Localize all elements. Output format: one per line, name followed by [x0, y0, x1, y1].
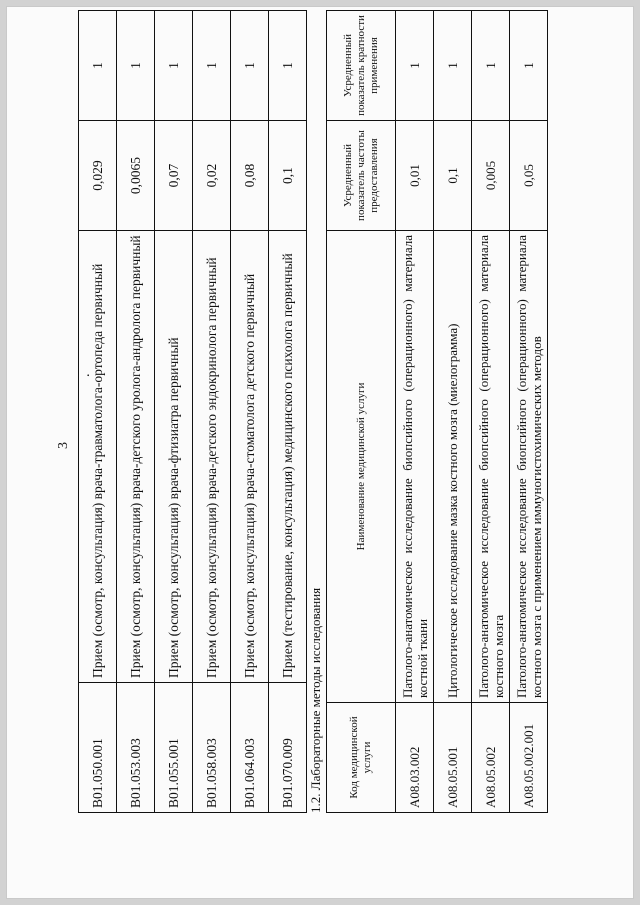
service-code: A08.03.002	[396, 703, 434, 813]
service-code: B01.058.003	[193, 683, 231, 813]
stray-dot: .	[78, 373, 93, 377]
service-code: B01.070.009	[269, 683, 307, 813]
page-number: 3	[56, 442, 71, 449]
multiplicity-value: 1	[231, 11, 269, 121]
table-row	[231, 11, 269, 813]
frequency-value: 0,01	[396, 121, 434, 231]
section-heading: 1.2. Лабораторные методы исследования	[308, 587, 323, 813]
column-header-name: Наименование медицинской услуги	[327, 231, 396, 703]
service-code: A08.05.002	[472, 703, 510, 813]
frequency-value: 0,02	[193, 121, 231, 231]
service-name: Прием (осмотр, консультация) врача-стоматолога детского первичный	[231, 231, 269, 683]
frequency-value: 0,05	[510, 121, 548, 231]
table-row	[472, 11, 510, 813]
column-header-frequency: Усредненный показатель частоты предоставления	[327, 121, 396, 231]
service-code: B01.050.001	[79, 683, 117, 813]
service-code: B01.064.003	[231, 683, 269, 813]
table-row	[434, 11, 472, 813]
table-row	[79, 11, 117, 813]
multiplicity-value: 1	[434, 11, 472, 121]
multiplicity-value: 1	[396, 11, 434, 121]
frequency-value: 0,07	[155, 121, 193, 231]
rotated-page-content	[18, 15, 628, 899]
frequency-value: 0,08	[231, 121, 269, 231]
multiplicity-value: 1	[193, 11, 231, 121]
multiplicity-value: 1	[269, 11, 307, 121]
frequency-value: 0,1	[269, 121, 307, 231]
document-page	[6, 6, 634, 899]
service-name: Прием (осмотр, консультация) врача-фтизиатра первичный	[155, 231, 193, 683]
column-header-multiplicity: Усредненный показатель кратности применения	[327, 11, 396, 121]
service-name: Прием (осмотр, консультация) врача-детского эндокринолога первичный	[193, 231, 231, 683]
laboratory-methods-table	[326, 10, 548, 813]
service-name: Патолого-анатомическое исследование биопсийного (операционного) материала костной ткани	[396, 231, 434, 703]
service-name: Цитологическое исследование мазка костного мозга (миелограмма)	[434, 231, 472, 703]
service-code: B01.053.003	[117, 683, 155, 813]
consultations-table	[78, 10, 307, 813]
multiplicity-value: 1	[155, 11, 193, 121]
service-name: Патолого-анатомическое исследование биопсийного (операционного) материала костного мозга	[472, 231, 510, 703]
table-header-row	[327, 11, 396, 813]
frequency-value: 0,005	[472, 121, 510, 231]
column-header-code: Код медицинской услуги	[327, 703, 396, 813]
multiplicity-value: 1	[472, 11, 510, 121]
service-name: Прием (осмотр, консультация) врача-травматолога-ортопеда первичный	[79, 231, 117, 683]
service-code: A08.05.002.001	[510, 703, 548, 813]
table-row	[396, 11, 434, 813]
table-row	[155, 11, 193, 813]
table-row	[510, 11, 548, 813]
frequency-value: 0,029	[79, 121, 117, 231]
multiplicity-value: 1	[79, 11, 117, 121]
service-code: A08.05.001	[434, 703, 472, 813]
table-row	[117, 11, 155, 813]
service-name: Прием (осмотр, консультация) врача-детского уролога-андролога первичный	[117, 231, 155, 683]
service-code: B01.055.001	[155, 683, 193, 813]
service-name: Прием (тестирование, консультация) медицинского психолога первичный	[269, 231, 307, 683]
table-row	[193, 11, 231, 813]
table-row	[269, 11, 307, 813]
frequency-value: 0,0065	[117, 121, 155, 231]
frequency-value: 0,1	[434, 121, 472, 231]
service-name: Патолого-анатомическое исследование биопсийного (операционного) материала костного мозга с применением иммуногистохимических методов	[510, 231, 548, 703]
multiplicity-value: 1	[510, 11, 548, 121]
multiplicity-value: 1	[117, 11, 155, 121]
